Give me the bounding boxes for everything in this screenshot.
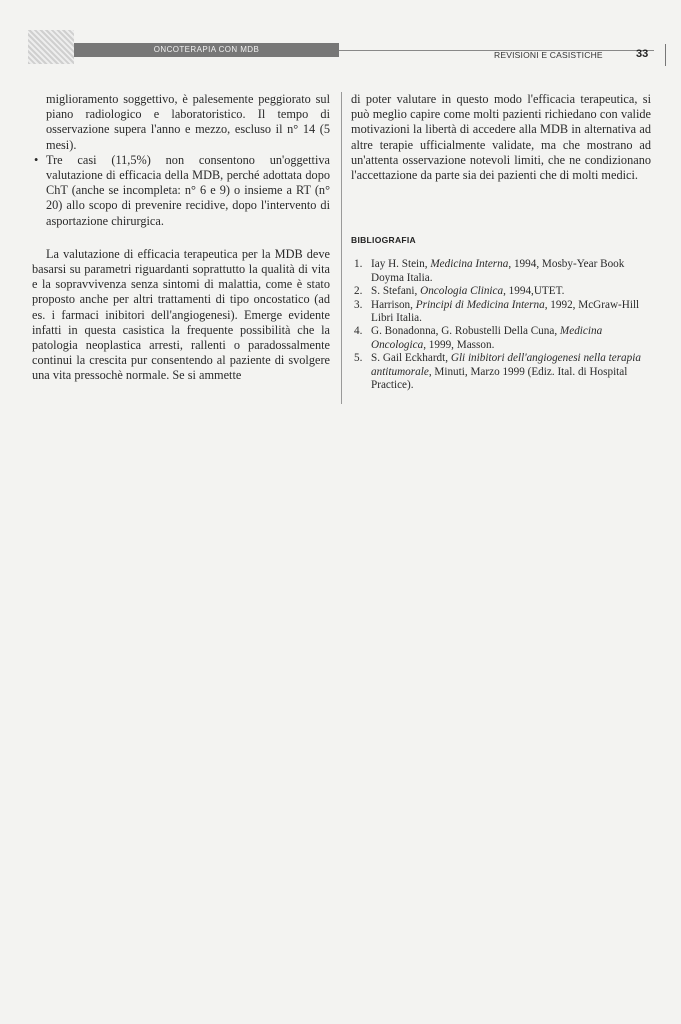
reference-title: Gli inibitori dell'angiogenesi nella terapia antitumorale <box>371 352 641 378</box>
column-divider <box>341 92 342 404</box>
reference-title: Oncologia Clinica <box>420 285 504 298</box>
body-paragraph-text: La valutazione di efficacia terapeutica per la MDB deve basarsi su parametri riguardanti soprattutto la qualità di vita e la sopravvivenza senza sintomi di malattia, come è stato proposto anche per altri trattamenti di tipo oncostatico (ad es. i farmaci inibitori dell'angiogenesi). Emerge evidente infatti in questa casistica la frequente possibilità che la patologia neoplastica arresti, rallenti o paradossalmente continui la crescita pur consentendo al paziente di svolgere una vita pressochè normale. Se si ammette <box>32 246 330 383</box>
reference-authors: S. Gail Eckhardt, <box>371 352 451 365</box>
reference-number: 5. <box>354 352 363 365</box>
bullet-text: Tre casi (11,5%) non consentono un'oggettiva valutazione di efficacia della MDB, perché adottata dopo ChT (anche se incompleta: n° 6 e 9) o insieme a RT (n° 20) allo scopo di prevenire recidive, dopo l'intervento di asportazione chirurgica. <box>46 152 330 228</box>
reference-title: Medicina Interna <box>430 258 509 271</box>
journal-name: ONCOTERAPIA CON MDB <box>153 45 260 54</box>
reference-authors: Iay H. Stein, <box>371 258 431 271</box>
reference-details: , 1999, Masson. <box>423 338 495 351</box>
reference-authors: S. Stefani, <box>371 285 421 298</box>
reference-list <box>351 258 651 392</box>
reference-details: , 1994, Mosby-Year Book Doyma Italia. <box>371 258 625 284</box>
bullet-marker: • <box>34 152 39 167</box>
reference-details: , Minuti, Marzo 1999 (Ediz. Ital. di Hospital Practice). <box>371 365 628 392</box>
intro-paragraph: miglioramento soggettivo, è palesemente peggiorato sul piano radiologico e laboratoristico. Il tempo di osservazione supera l'anno e mezzo, escluso il n° 14 (5 mesi). <box>46 92 330 152</box>
reference-item <box>351 352 651 392</box>
journal-logo <box>28 30 74 64</box>
bullet-list <box>32 153 330 229</box>
reference-number: 1. <box>354 258 363 271</box>
reference-item <box>351 299 651 326</box>
right-column <box>351 92 651 392</box>
reference-item <box>351 325 651 352</box>
reference-details: , 1992, McGraw-Hill Libri Italia. <box>371 298 640 325</box>
reference-number: 4. <box>354 325 363 338</box>
reference-authors: Harrison, <box>371 298 416 311</box>
body-paragraph <box>32 247 330 384</box>
reference-title: Principi di Medicina Interna <box>415 298 545 311</box>
journal-name-bar <box>74 43 339 57</box>
left-column <box>32 92 330 384</box>
reference-item <box>351 285 651 298</box>
reference-number: 2. <box>354 285 363 298</box>
reference-title: Medicina Oncologica <box>371 325 603 351</box>
continuation-paragraph: di poter valutare in questo modo l'efficacia terapeutica, si può meglio capire come molti pazienti richiedano con valide motivazioni la libertà di accedere alla MDB in alternativa ad altre terapie ufficialmente validate, ma che mostrano ad un'attenta osservazione notevoli limiti, che ne condizionano l'accettazione da parte sia dei pazienti che di molti medici. <box>351 92 651 183</box>
section-label: REVISIONI E CASISTICHE <box>494 50 603 60</box>
reference-authors: G. Bonadonna, G. Robustelli Della Cuna, <box>371 325 560 338</box>
reference-details: , 1994,UTET. <box>503 285 565 298</box>
bullet-item <box>32 153 330 229</box>
header-tick <box>665 44 666 66</box>
reference-item <box>351 258 651 285</box>
bibliography-heading: BIBLIOGRAFIA <box>351 235 416 246</box>
page-number: 33 <box>636 48 649 60</box>
reference-number: 3. <box>354 298 363 311</box>
